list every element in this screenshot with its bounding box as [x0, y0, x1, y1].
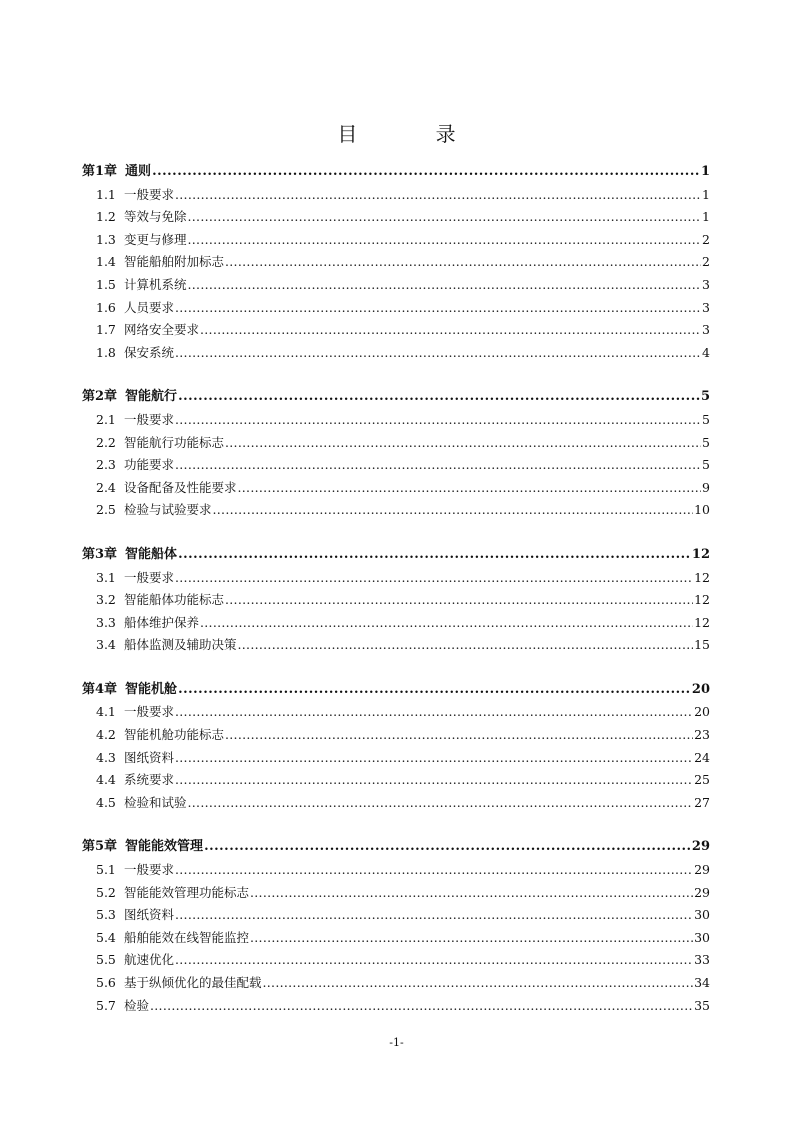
page-title: 目 录 — [337, 122, 492, 146]
section-title: 一般要求 — [124, 862, 175, 878]
section-page-number: 5 — [702, 457, 710, 473]
chapter-title: 智能机舱 — [125, 681, 178, 697]
chapter-title: 智能船体 — [125, 546, 178, 562]
toc-section-entry[interactable] — [82, 882, 710, 905]
section-number: 2.4 — [96, 479, 116, 495]
dot-leader — [175, 949, 693, 972]
toc-chapter-entry[interactable] — [82, 161, 710, 184]
chapter-number: 第4章 — [82, 681, 118, 697]
section-number: 4.4 — [96, 772, 116, 788]
dot-leader — [175, 747, 693, 770]
chapter-page-number: 29 — [691, 839, 710, 855]
section-page-number: 15 — [694, 637, 710, 653]
chapter-number: 第3章 — [82, 546, 118, 562]
section-title: 智能航行功能标志 — [124, 434, 225, 450]
dot-leader — [200, 319, 701, 342]
chapter-number: 第2章 — [82, 389, 118, 405]
section-page-number: 4 — [702, 344, 710, 360]
chapter-number: 第1章 — [82, 164, 118, 179]
section-title: 设备配备及性能要求 — [124, 479, 237, 495]
dot-leader — [250, 927, 693, 950]
toc-chapter-block — [82, 544, 710, 657]
section-title: 智能船舶附加标志 — [124, 254, 225, 270]
section-number: 1.8 — [96, 344, 116, 360]
dot-leader — [225, 251, 701, 274]
section-title: 船舶能效在线智能监控 — [124, 929, 250, 945]
toc-section-entry[interactable] — [82, 747, 710, 770]
toc-section-entry[interactable] — [82, 251, 710, 274]
section-number: 4.2 — [96, 727, 116, 743]
toc-section-entry[interactable] — [82, 701, 710, 724]
section-number: 2.2 — [96, 434, 116, 450]
toc-section-entry[interactable] — [82, 904, 710, 927]
section-page-number: 34 — [694, 975, 710, 990]
chapter-title: 通则 — [125, 164, 152, 179]
toc-section-entry[interactable] — [82, 949, 710, 972]
section-page-number: 12 — [694, 592, 710, 608]
dot-leader — [250, 882, 693, 905]
dot-leader — [175, 297, 701, 320]
section-page-number: 5 — [702, 434, 710, 450]
section-number: 1.2 — [96, 209, 116, 225]
dot-leader — [178, 679, 691, 702]
section-number: 1.7 — [96, 322, 116, 338]
dot-leader — [225, 589, 693, 612]
section-title: 智能能效管理功能标志 — [124, 884, 250, 900]
toc-section-entry[interactable] — [82, 297, 710, 320]
section-number: 3.4 — [96, 637, 116, 653]
toc-section-entry[interactable] — [82, 634, 710, 657]
toc-section-entry[interactable] — [82, 206, 710, 229]
section-number: 5.7 — [96, 997, 116, 1013]
section-number: 5.1 — [96, 862, 116, 878]
chapter-page-number: 5 — [700, 389, 710, 405]
section-title: 基于纵倾优化的最佳配载 — [124, 975, 262, 990]
dot-leader — [175, 409, 701, 432]
dot-leader — [175, 184, 701, 207]
toc-section-entry[interactable] — [82, 995, 710, 1018]
chapter-page-number: 1 — [700, 164, 710, 179]
dot-leader — [150, 995, 693, 1018]
toc-section-entry[interactable] — [82, 184, 710, 207]
section-page-number: 2 — [702, 231, 710, 247]
dot-leader — [178, 544, 691, 567]
section-title: 船体监测及辅助决策 — [124, 637, 237, 653]
section-number: 2.3 — [96, 457, 116, 473]
dot-leader — [175, 701, 693, 724]
table-of-contents — [82, 161, 710, 1039]
dot-leader — [225, 432, 701, 455]
section-title: 一般要求 — [124, 411, 175, 427]
section-title: 检验与试验要求 — [124, 502, 212, 518]
chapter-title: 智能航行 — [125, 389, 178, 405]
dot-leader — [152, 161, 700, 184]
toc-chapter-block — [82, 836, 710, 1017]
section-title: 智能机舱功能标志 — [124, 727, 225, 743]
chapter-title: 智能能效管理 — [125, 839, 204, 855]
section-title: 检验 — [124, 997, 150, 1013]
toc-chapter-block — [82, 161, 710, 364]
section-page-number: 3 — [702, 322, 710, 338]
toc-section-entry[interactable] — [82, 612, 710, 635]
section-number: 4.3 — [96, 749, 116, 765]
dot-leader — [175, 567, 693, 590]
dot-leader — [263, 972, 694, 995]
section-page-number: 3 — [702, 276, 710, 292]
section-page-number: 1 — [702, 209, 710, 225]
section-page-number: 12 — [694, 569, 710, 585]
section-title: 网络安全要求 — [124, 322, 200, 338]
dot-leader — [188, 792, 694, 815]
section-title: 一般要求 — [124, 704, 175, 720]
section-number: 1.1 — [96, 186, 116, 202]
section-page-number: 29 — [694, 862, 710, 878]
dot-leader — [238, 634, 694, 657]
toc-chapter-entry[interactable] — [82, 836, 710, 859]
section-number: 1.4 — [96, 254, 116, 270]
toc-section-entry[interactable] — [82, 342, 710, 365]
toc-section-entry[interactable] — [82, 432, 710, 455]
section-title: 人员要求 — [124, 299, 175, 315]
page-number: -1- — [389, 1036, 404, 1049]
section-title: 智能船体功能标志 — [124, 592, 225, 608]
dot-leader — [213, 499, 694, 522]
toc-section-entry[interactable] — [82, 859, 710, 882]
section-title: 系统要求 — [124, 772, 175, 788]
toc-section-entry[interactable] — [82, 409, 710, 432]
toc-section-entry[interactable] — [82, 567, 710, 590]
section-title: 功能要求 — [124, 457, 175, 473]
toc-section-entry[interactable] — [82, 769, 710, 792]
section-number: 5.4 — [96, 929, 116, 945]
dot-leader — [175, 859, 693, 882]
chapter-page-number: 20 — [691, 681, 710, 697]
section-page-number: 10 — [694, 502, 710, 518]
section-page-number: 33 — [694, 952, 710, 968]
section-number: 4.1 — [96, 704, 116, 720]
toc-chapter-block — [82, 679, 710, 815]
section-page-number: 5 — [702, 411, 710, 427]
section-page-number: 1 — [702, 186, 710, 202]
dot-leader — [188, 274, 702, 297]
toc-section-entry[interactable] — [82, 499, 710, 522]
chapter-page-number: 12 — [691, 546, 710, 562]
toc-section-entry[interactable] — [82, 724, 710, 747]
dot-leader — [200, 612, 693, 635]
toc-section-entry[interactable] — [82, 229, 710, 252]
section-number: 5.5 — [96, 952, 116, 968]
section-title: 一般要求 — [124, 569, 175, 585]
dot-leader — [178, 386, 700, 409]
dot-leader — [175, 454, 701, 477]
section-number: 2.5 — [96, 502, 116, 518]
section-number: 5.6 — [96, 975, 116, 990]
section-page-number: 9 — [702, 479, 710, 495]
section-number: 3.2 — [96, 592, 116, 608]
section-number: 3.3 — [96, 614, 116, 630]
dot-leader — [225, 724, 693, 747]
section-title: 计算机系统 — [124, 276, 187, 292]
section-number: 2.1 — [96, 411, 116, 427]
toc-section-entry[interactable] — [82, 454, 710, 477]
section-title: 图纸资料 — [124, 749, 175, 765]
toc-section-entry[interactable] — [82, 927, 710, 950]
section-title: 等效与免除 — [124, 209, 187, 225]
toc-section-entry[interactable] — [82, 477, 710, 500]
dot-leader — [175, 904, 693, 927]
toc-chapter-entry[interactable] — [82, 679, 710, 702]
section-title: 船体维护保养 — [124, 614, 200, 630]
toc-chapter-block — [82, 386, 710, 522]
section-page-number: 35 — [694, 997, 710, 1013]
section-page-number: 30 — [694, 907, 710, 923]
dot-leader — [188, 229, 702, 252]
section-page-number: 3 — [702, 299, 710, 315]
section-title: 图纸资料 — [124, 907, 175, 923]
section-page-number: 27 — [694, 794, 710, 810]
section-number: 4.5 — [96, 794, 116, 810]
section-title: 变更与修理 — [124, 231, 187, 247]
section-page-number: 20 — [694, 704, 710, 720]
toc-section-entry[interactable] — [82, 792, 710, 815]
section-page-number: 24 — [694, 749, 710, 765]
section-number: 5.3 — [96, 907, 116, 923]
toc-chapter-entry[interactable] — [82, 386, 710, 409]
toc-section-entry[interactable] — [82, 319, 710, 342]
section-page-number: 12 — [694, 614, 710, 630]
section-page-number: 30 — [694, 929, 710, 945]
section-page-number: 2 — [702, 254, 710, 270]
dot-leader — [204, 836, 691, 859]
toc-section-entry[interactable] — [82, 589, 710, 612]
section-number: 1.5 — [96, 276, 116, 292]
section-number: 1.6 — [96, 299, 116, 315]
section-title: 航速优化 — [124, 952, 175, 968]
section-number: 1.3 — [96, 231, 116, 247]
section-page-number: 23 — [694, 727, 710, 743]
section-number: 5.2 — [96, 884, 116, 900]
section-title: 检验和试验 — [124, 794, 187, 810]
dot-leader — [238, 477, 702, 500]
dot-leader — [175, 342, 701, 365]
dot-leader — [188, 206, 702, 229]
toc-section-entry[interactable] — [82, 274, 710, 297]
chapter-number: 第5章 — [82, 839, 118, 855]
toc-chapter-entry[interactable] — [82, 544, 710, 567]
toc-section-entry[interactable] — [82, 972, 710, 995]
section-title: 保安系统 — [124, 344, 175, 360]
dot-leader — [175, 769, 693, 792]
section-number: 3.1 — [96, 569, 116, 585]
section-page-number: 29 — [694, 884, 710, 900]
section-page-number: 25 — [694, 772, 710, 788]
section-title: 一般要求 — [124, 186, 175, 202]
